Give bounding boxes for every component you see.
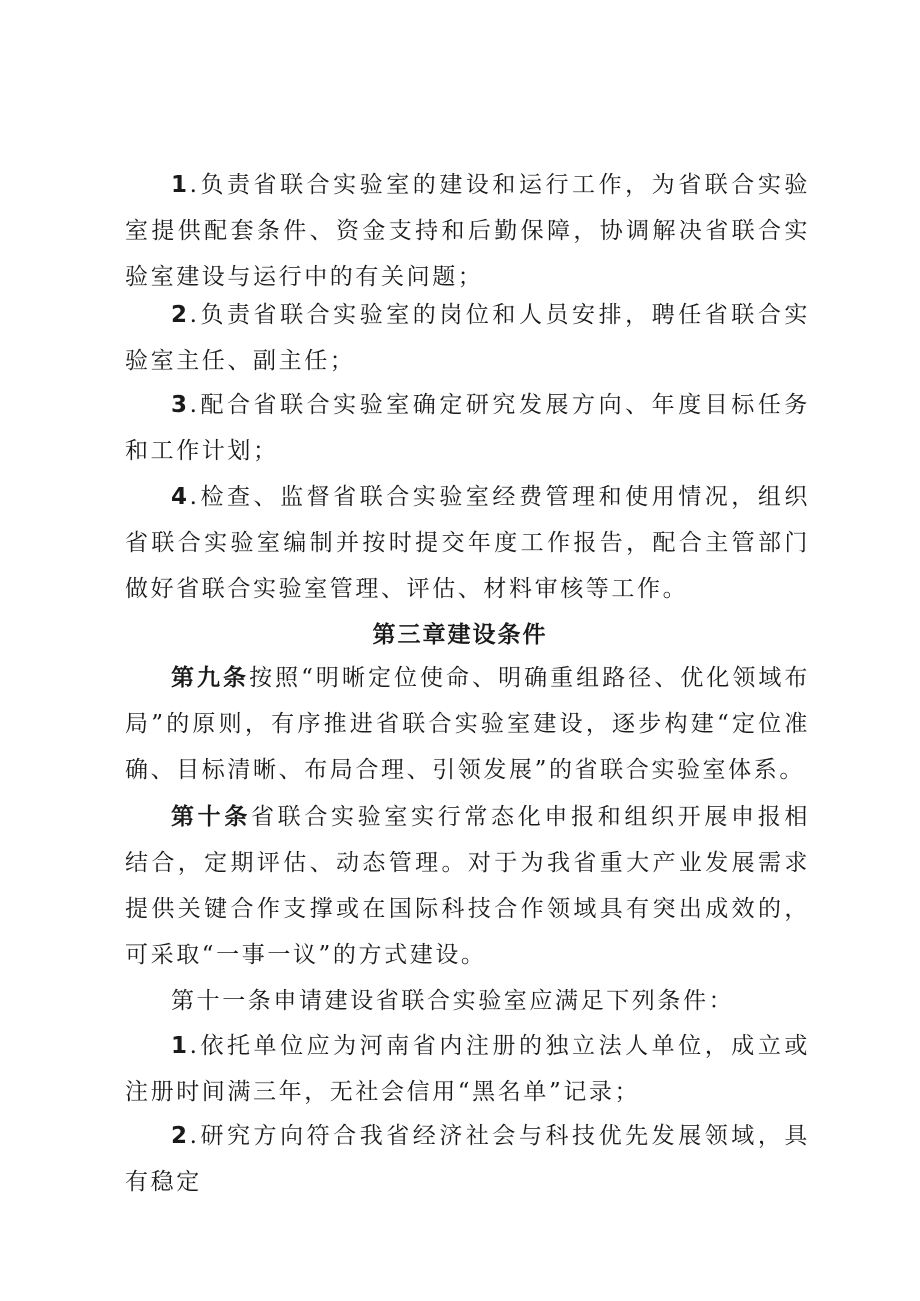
- article-label: 第十条: [171, 803, 252, 830]
- item-number: 4: [171, 484, 190, 510]
- list-item: [125, 1023, 810, 1115]
- item-text: .负责省联合实验室的建设和运行工作，为省联合实验室提供配套条件、资金支持和后勤保障，协调解决省联合实验室建设与运行中的有关问题；: [125, 172, 810, 290]
- item-text: .负责省联合实验室的岗位和人员安排，聘任省联合实验室主任、副主任；: [125, 302, 810, 374]
- article-10: [125, 794, 810, 978]
- item-number: 1: [171, 1033, 190, 1059]
- item-text: .研究方向符合我省经济社会与科技优先发展领域，具有稳定: [125, 1123, 810, 1195]
- list-item: [125, 1113, 810, 1205]
- list-item: [125, 474, 810, 612]
- item-text: .配合省联合实验室确定研究发展方向、年度目标任务和工作计划；: [125, 392, 810, 464]
- item-text: .检查、监督省联合实验室经费管理和使用情况，组织省联合实验室编制并按时提交年度工作报告，配合主管部门做好省联合实验室管理、评估、材料审核等工作。: [125, 484, 810, 602]
- item-number: 2: [171, 1123, 190, 1149]
- list-item: [125, 162, 810, 300]
- item-text: .依托单位应为河南省内注册的独立法人单位，成立或注册时间满三年，无社会信用“黑名单”记录；: [125, 1033, 810, 1105]
- article-label: 第九条: [171, 664, 250, 691]
- article-text: 省联合实验室实行常态化申报和组织开展申报相结合，定期评估、动态管理。对于为我省重大产业发展需求提供关键合作支撑或在国际科技合作领域具有突出成效的，可采取“一事一议”的方式建设。: [125, 804, 810, 968]
- article-9: [125, 655, 810, 793]
- list-item: [125, 382, 810, 474]
- list-item: [125, 292, 810, 384]
- chapter-title: 第三章建设条件: [372, 621, 548, 648]
- article-text: 按照“明晰定位使命、明确重组路径、优化领域布局”的原则，有序推进省联合实验室建设，逐步构建“定位准确、目标清晰、布局合理、引领发展”的省联合实验室体系。: [125, 665, 810, 783]
- item-number: 3: [171, 392, 190, 418]
- item-number: 1: [171, 172, 190, 198]
- item-number: 2: [171, 302, 190, 328]
- article-11: 第十一条申请建设省联合实验室应满足下列条件：: [171, 988, 735, 1014]
